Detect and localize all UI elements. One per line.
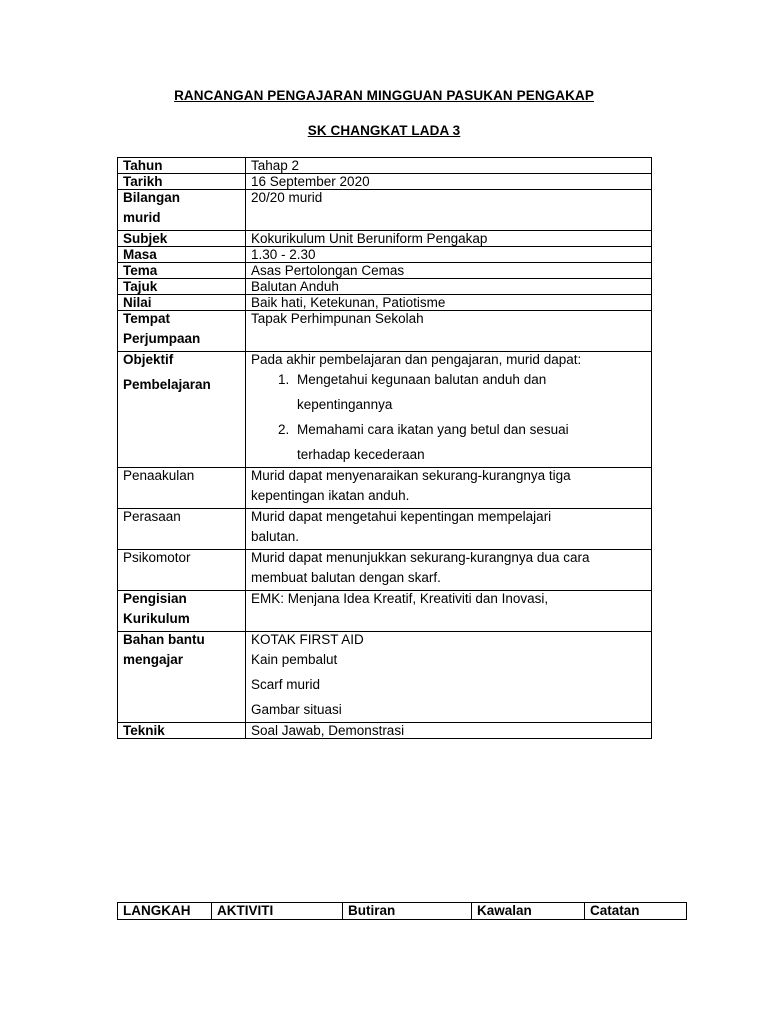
row-value: 1.30 - 2.30 (246, 247, 652, 263)
row-label: murid (123, 210, 161, 225)
table-row (118, 295, 652, 311)
row-label: Masa (118, 247, 246, 263)
row-value: kepentingan ikatan anduh. (251, 488, 410, 503)
table-row (118, 190, 652, 231)
row-label: Pembelajaran (123, 377, 211, 392)
column-header: Kawalan (472, 903, 585, 920)
list-item: KOTAK FIRST AID (251, 632, 364, 647)
table-row (118, 158, 652, 174)
row-value: Murid dapat menyenaraikan sekurang-kurangnya tiga (251, 468, 571, 483)
column-header: AKTIVITI (212, 903, 343, 920)
row-label: Bahan bantu (123, 632, 205, 647)
row-value: Tahap 2 (246, 158, 652, 174)
row-label: mengajar (123, 652, 184, 667)
row-value: Murid dapat mengetahui kepentingan mempelajari (251, 509, 552, 524)
row-label: Tajuk (118, 279, 246, 295)
row-value: Tapak Perhimpunan Sekolah (246, 311, 652, 352)
table-row (118, 279, 652, 295)
row-value: Murid dapat menunjukkan sekurang-kurangnya dua cara (251, 550, 590, 565)
table-row (118, 174, 652, 190)
row-value: Kokurikulum Unit Beruniform Pengakap (246, 231, 652, 247)
row-label: Perasaan (118, 509, 246, 550)
table-row (118, 509, 652, 550)
row-label: Pengisian (123, 591, 187, 606)
table-row (118, 591, 652, 632)
table-row (118, 550, 652, 591)
activity-steps-table (117, 902, 687, 920)
row-label: Tema (118, 263, 246, 279)
table-row (118, 263, 652, 279)
row-label: Bilangan (123, 190, 181, 205)
row-label: Teknik (118, 723, 246, 739)
list-item: Gambar situasi (251, 702, 342, 717)
school-name: SK CHANGKAT LADA 3 (307, 123, 461, 138)
row-label: Objektif (123, 352, 174, 367)
table-row (118, 632, 652, 723)
table-row (118, 352, 652, 468)
row-value: Baik hati, Ketekunan, Patiotisme (246, 295, 652, 311)
column-header: LANGKAH (118, 903, 212, 920)
row-value: Soal Jawab, Demonstrasi (246, 723, 652, 739)
row-label: Tempat (123, 311, 171, 326)
row-label: Psikomotor (118, 550, 246, 591)
list-item: Scarf murid (251, 677, 321, 692)
row-value: balutan. (251, 529, 300, 544)
row-label: Perjumpaan (123, 331, 201, 346)
objective-intro: Pada akhir pembelajaran dan pengajaran, murid dapat: (251, 352, 582, 367)
table-row (118, 247, 652, 263)
table-header-row (118, 903, 687, 920)
table-row (118, 311, 652, 352)
row-value: 16 September 2020 (246, 174, 652, 190)
list-item: Kain pembalut (251, 652, 338, 667)
row-label: Penaakulan (118, 468, 246, 509)
row-label: Tahun (118, 158, 246, 174)
row-value: 20/20 murid (246, 190, 652, 231)
list-item: 2. Memahami cara ikatan yang betul dan sesuai terhadap kecederaan (293, 417, 646, 467)
column-header: Butiran (343, 903, 472, 920)
column-header: Catatan (585, 903, 687, 920)
objective-list (251, 367, 646, 467)
row-value: Balutan Anduh (246, 279, 652, 295)
table-row (118, 231, 652, 247)
document-title: RANCANGAN PENGAJARAN MINGGUAN PASUKAN PENGAKAP (174, 88, 594, 103)
row-label: Tarikh (118, 174, 246, 190)
row-value: Asas Pertolongan Cemas (246, 263, 652, 279)
row-label: Subjek (118, 231, 246, 247)
table-row (118, 723, 652, 739)
table-row (118, 468, 652, 509)
row-value: EMK: Menjana Idea Kreatif, Kreativiti dan Inovasi, (246, 591, 652, 632)
row-value: membuat balutan dengan skarf. (251, 570, 441, 585)
lesson-plan-table (117, 157, 652, 739)
list-item: 1. Mengetahui kegunaan balutan anduh dan kepentingannya (293, 367, 646, 417)
row-label: Nilai (118, 295, 246, 311)
row-label: Kurikulum (123, 611, 190, 626)
